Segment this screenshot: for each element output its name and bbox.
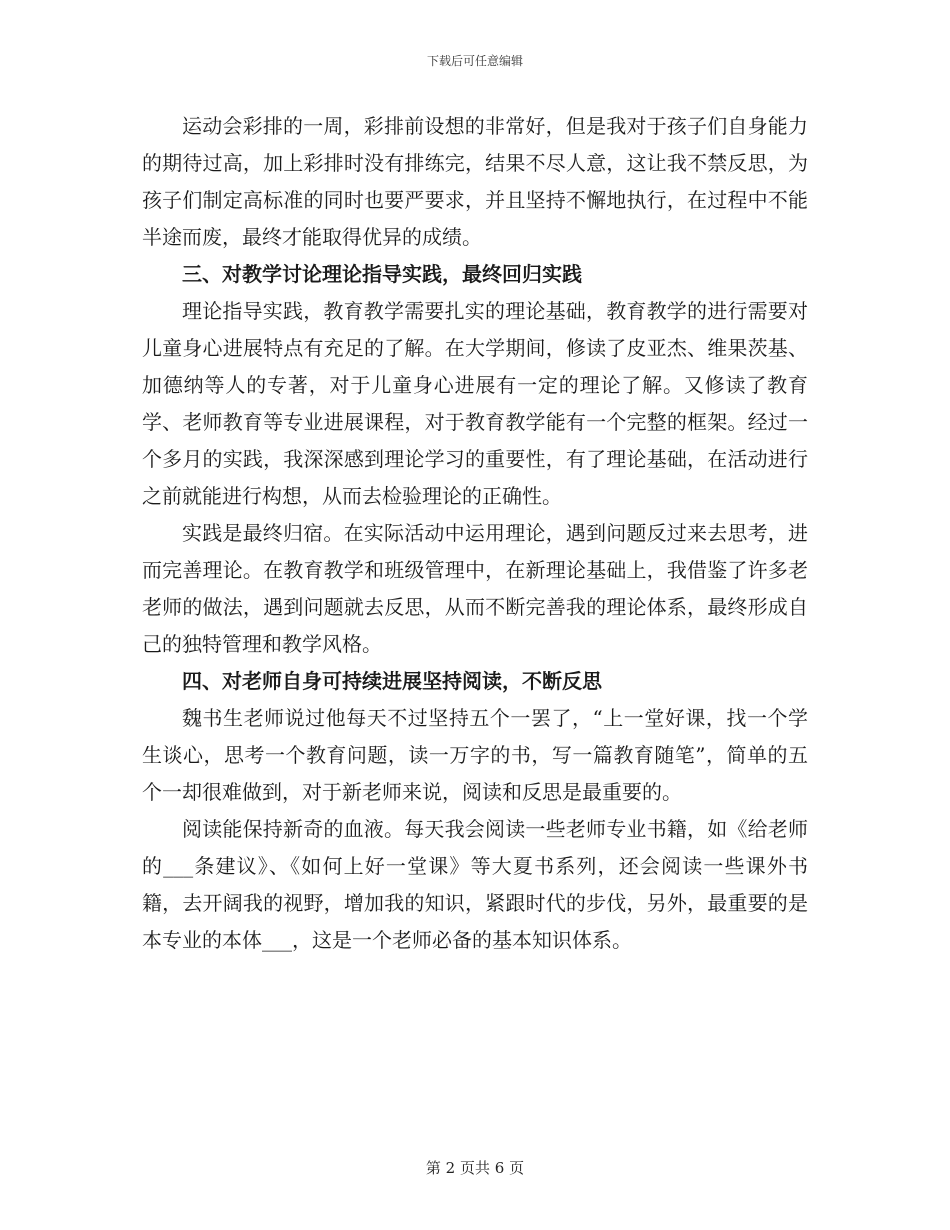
section-heading-4: 四、对老师自身可持续进展坚持阅读，不断反思	[182, 669, 602, 693]
section-heading-3: 三、对教学讨论理论指导实践，最终回归实践	[182, 262, 582, 286]
paragraph-wei-shusheng: 魏书生老师说过他每天不过坚持五个一罢了，“上一堂好课，找一个学生谈心，思考一个教育问题，读一万字的书，写一篇教育随笔”，简单的五个一却很难做到，对于新老师来说，阅读和反思是最重要的。	[142, 706, 808, 804]
paragraph-theory: 理论指导实践，教育教学需要扎实的理论基础，教育教学的进行需要对儿童身心进展特点有充足的了解。在大学期间，修读了皮亚杰、维果茨基、加德纳等人的专著，对于儿童身心进展有一定的理论了解。又修读了教育学、老师教育等专业进展课程，对于教育教学能有一个完整的框架。经过一个多月的实践，我深深感到理论学习的重要性，有了理论基础，在活动进行之前就能进行构想，从而去检验理论的正确性。	[142, 299, 808, 508]
page-footer: 第 2 页共 6 页	[425, 1159, 525, 1177]
paragraph-reading: 阅读能保持新奇的血液。每天我会阅读一些老师专业书籍，如《给老师的___条建议》、《如何上好一堂课》等大夏书系列，还会阅读一些课外书籍，去开阔我的视野，增加我的知识，紧跟时代的步伐，另外，最重要的是本专业的本体___，这是一个老师必备的基本知识体系。	[142, 817, 808, 952]
paragraph-practice: 实践是最终归宿。在实际活动中运用理论，遇到问题反过来去思考，进而完善理论。在教育教学和班级管理中，在新理论基础上，我借鉴了许多老老师的做法，遇到问题就去反思，从而不断完善我的理论体系，最终形成自己的独特管理和教学风格。	[142, 521, 808, 656]
document-body	[142, 108, 808, 959]
page-header: 下载后可任意编辑	[426, 54, 523, 68]
paragraph-rehearsal: 运动会彩排的一周，彩排前设想的非常好，但是我对于孩子们自身能力的期待过高，加上彩排时没有排练完，结果不尽人意，这让我不禁反思，为孩子们制定高标准的同时也要严要求，并且坚持不懈地执行，在过程中不能半途而废，最终才能取得优异的成绩。	[142, 114, 808, 249]
